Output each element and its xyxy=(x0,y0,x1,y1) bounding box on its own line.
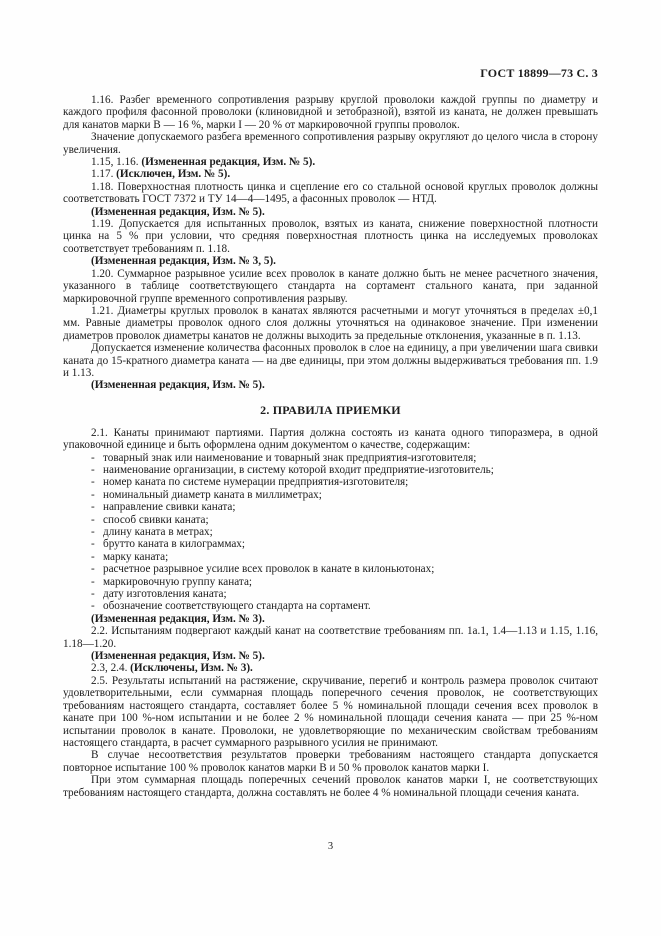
paragraph xyxy=(63,94,598,131)
paragraph xyxy=(63,625,598,650)
paragraph xyxy=(63,662,598,674)
paragraph-text: 1.16. Разбег временного сопротивления разрыву круглой проволоки каждой группы по диаметру и каждого профиля фасонной проволоки (клиновидной и зетобразной), взятой из каната, не должен превышать для канатов марки В — 16 %, марки I — 20 % от маркировочной группы проволок. xyxy=(63,94,598,131)
paragraph-text: 2.5. Результаты испытаний на растяжение, скручивание, перегиб и контроль размера проволок считают удовлетворительными, если суммарная площадь поперечного сечения проволок, не соответствующих требованиям настоящего стандарта, составляет более 5 % номинальной площади сечения всех проволок в канате при 100 %-ном испытании и не более 2 % номинальной площади сечения каната — при 25 %-ном испытании проволок в канате. Проволоки, не удовлетворяющие по механическим свойствам требованиям настоящего стандарта, в расчет суммарного разрывного усилия не принимают. xyxy=(63,674,598,749)
paragraph-bold-text: (Исключен, Изм. № 5). xyxy=(116,168,231,181)
list-item: - наименование организации, в систему которой входит предприятие-изготовитель; xyxy=(91,463,494,476)
paragraph-bold-text: (Исключены, Изм. № 3). xyxy=(130,662,253,675)
list-item: - номинальный диаметр каната в миллиметрах; xyxy=(91,488,322,501)
list-dash: - xyxy=(91,575,95,588)
list-item: - длину каната в метрах; xyxy=(91,526,213,538)
list-dash: - xyxy=(91,463,95,476)
document-body xyxy=(63,94,598,799)
list-dash: - xyxy=(91,538,95,551)
paragraph-text: 1.19. Допускается для испытанных проволок, взятых из каната, снижение поверхностной плотности цинка на 5 % при условии, что средняя поверхностная плотность цинка на исследуемых проволоках соответствует требованиям п. 1.18. xyxy=(63,218,598,255)
list-dash: - xyxy=(91,513,95,526)
list-item: - номер каната по системе нумерации предприятия-изготовителя; xyxy=(91,476,409,489)
text-column xyxy=(63,67,598,799)
paragraph-text: Допускается изменение количества фасонных проволок в слое на единицу, а при увеличении шага свивки каната до 15-кратного диаметра каната — на две единицы, при этом должны выдерживаться требования пп. 1.9 и 1.13. xyxy=(63,342,598,379)
paragraph xyxy=(63,379,598,391)
paragraph xyxy=(63,749,598,774)
paragraph xyxy=(63,305,598,342)
paragraph xyxy=(63,181,598,206)
paragraph xyxy=(63,675,598,749)
list-dash: - xyxy=(91,526,95,538)
paragraph-text: В случае несоответствия результатов проверки требованиям настоящего стандарта допускается повторное испытание 100 % проволок канатов марки В и 50 % проволок канатов марки I. xyxy=(63,749,598,774)
paragraph-bold-text: (Измененная редакция, Изм. № 5). xyxy=(141,156,316,169)
section-heading: 2. ПРАВИЛА ПРИЕМКИ xyxy=(260,402,401,417)
paragraph xyxy=(63,131,598,156)
paragraph-text: 2.1. Канаты принимают партиями. Партия должна состоять из каната одного типоразмера, в одной упаковочной единице и быть оформлена одним документом о качестве, содержащим: xyxy=(63,426,598,452)
paragraph xyxy=(63,613,598,625)
paragraph-text: 1.15, 1.16. xyxy=(91,156,142,169)
paragraph xyxy=(63,650,598,662)
paragraph-text: Значение допускаемого разбега временного сопротивления разрыву округляют до целого числа в сторону увеличения. xyxy=(63,131,598,156)
paragraph-bold-text: (Измененная редакция, Изм. № 5). xyxy=(91,379,265,392)
list-dash: - xyxy=(91,563,95,576)
paragraph-bold-text: (Измененная редакция, Изм. № 5). xyxy=(91,205,265,218)
list-item: - расчетное разрывное усилие всех проволок в канате в килоньютонах; xyxy=(91,563,435,576)
list-dash: - xyxy=(91,488,95,501)
list-dash: - xyxy=(91,451,95,464)
list-item: - обозначение соответствующего стандарта на сортамент. xyxy=(91,600,371,613)
list-item: - дату изготовления каната; xyxy=(91,588,227,601)
document-list xyxy=(63,452,598,613)
list-item: - брутто каната в килограммах; xyxy=(91,538,246,551)
paragraph-bold-text: (Измененная редакция, Изм. № 3, 5). xyxy=(91,255,276,268)
paragraph-text: 1.17. xyxy=(91,168,117,181)
paragraph xyxy=(63,427,598,452)
list-dash: - xyxy=(91,588,95,601)
paragraph xyxy=(63,156,598,168)
list-dash: - xyxy=(91,550,95,563)
paragraph-text: 1.20. Суммарное разрывное усилие всех проволок в канате должно быть не менее расчетного значения, указанного в таблице соответствующего стандарта на сортамент стального каната, при заданной маркировочной группе временного сопротивления разрыву. xyxy=(63,267,598,305)
paragraph-text: 1.18. Поверхностная плотность цинка и сцепление его со стальной основой круглых проволок должны соответствовать ГОСТ 7372 и ТУ 14—4—1495, а фасонных проволок — НТД. xyxy=(63,180,598,206)
paragraph-bold-text: (Измененная редакция, Изм. № 5). xyxy=(91,650,265,663)
paragraph xyxy=(63,774,598,799)
list-item: - марку каната; xyxy=(91,550,169,563)
paragraph-text: 2.2. Испытаниям подвергают каждый канат на соответствие требованиям пп. 1а.1, 1.4—1.13 и 1.15, 1.16, 1.18—1.20. xyxy=(63,625,598,650)
list-dash: - xyxy=(91,600,95,613)
paragraph xyxy=(63,218,598,255)
list-item: - товарный знак или наименование и товарный знак предприятия-изготовителя; xyxy=(91,451,477,464)
list-dash: - xyxy=(91,476,95,489)
paragraph xyxy=(63,206,598,218)
list-item: - способ свивки каната; xyxy=(91,513,209,526)
paragraph xyxy=(63,255,598,267)
list-item: - направление свивки каната; xyxy=(91,501,236,514)
paragraph-text: При этом суммарная площадь поперечных сечений проволок канатов марки I, не соответствующих требованиям настоящего стандарта, должна составлять не более 4 % номинальной площади сечения каната. xyxy=(63,774,598,799)
paragraph-bold-text: (Измененная редакция, Изм. № 3). xyxy=(91,612,265,625)
list-dash: - xyxy=(91,501,95,514)
page-number: 3 xyxy=(327,841,334,852)
paragraph xyxy=(63,268,598,305)
page-header: ГОСТ 18899—73 С. 3 xyxy=(480,66,598,80)
paragraph xyxy=(63,168,598,180)
paragraph-text: 2.3, 2.4. xyxy=(91,662,131,675)
paragraph xyxy=(63,342,598,379)
list-item: - маркировочную группу каната; xyxy=(91,575,253,588)
paragraph-text: 1.21. Диаметры круглых проволок в канатах являются расчетными и могут уточняться в пределах ±0,1 мм. Равные диаметры проволок одного слоя должны уточняться на одинаковое значение. При изменении диаметров проволок диаметры канатов не должны выходить за предельные отклонения, указанные в п. 1.13. xyxy=(63,304,598,342)
